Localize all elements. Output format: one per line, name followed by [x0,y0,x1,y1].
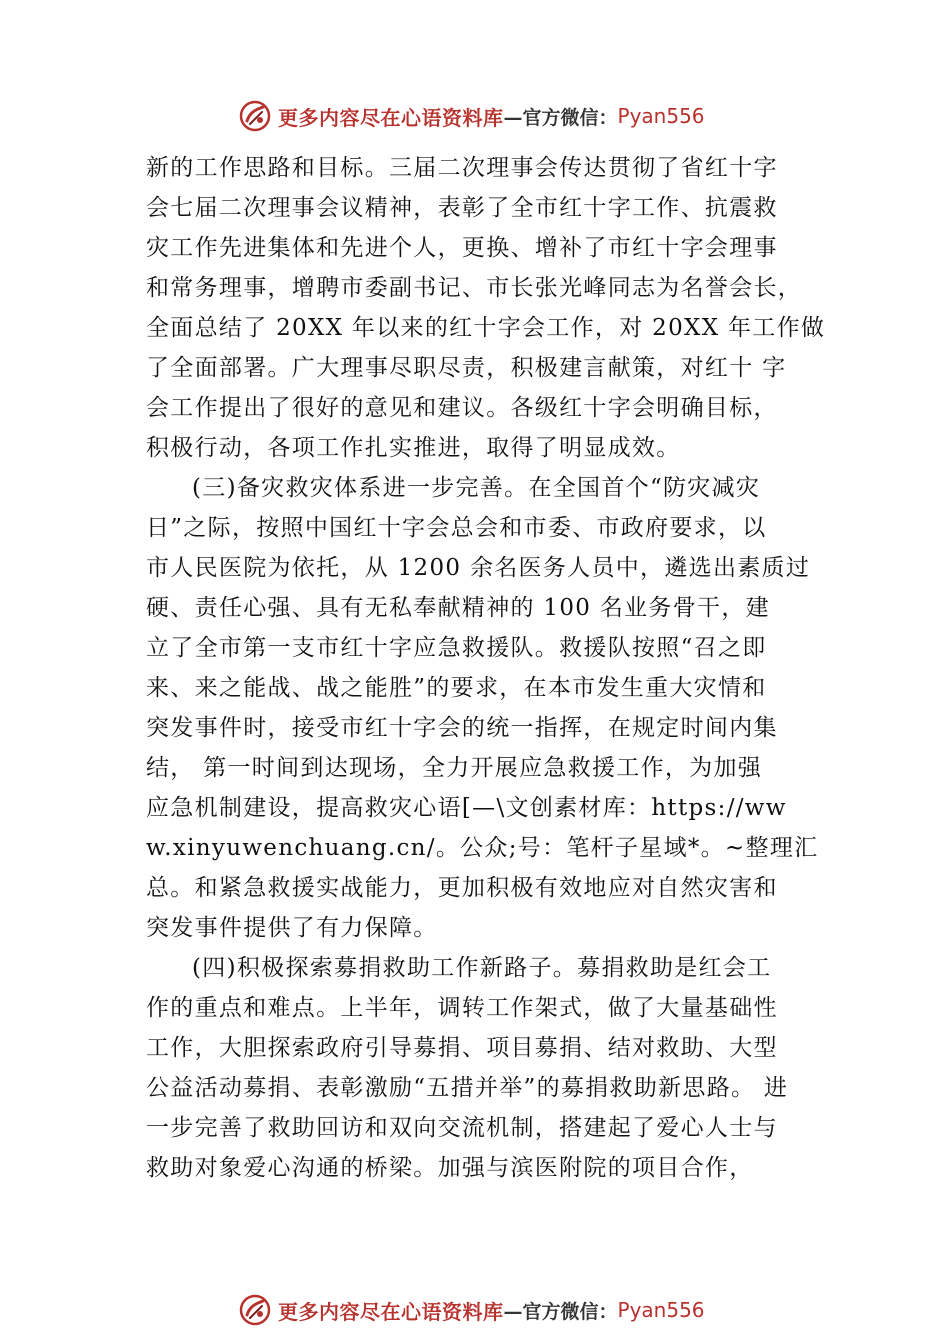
text-line: 和常务理事，增聘市委副书记、市长张光峰同志为名誉会长， [146,275,803,301]
text-line: 公益活动募捐、表彰激励“五措并举”的募捐救助新思路。 进 [146,1075,789,1101]
text-line: 日”之际，按照中国红十字会总会和市委、市政府要求，以 [146,515,767,541]
banner-wechat-label: —官方微信： [503,1300,618,1323]
paragraph-heading-4: (四)积极探索募捐救助工作新路子。募捐救助是红会工 [192,955,772,981]
banner-wechat-label: —官方微信： [503,106,618,129]
text-line: 灾工作先进集体和先进个人，更换、增补了市红十字会理事 [146,235,778,261]
banner-library-text: 更多内容尽在心语资料库 [278,1299,504,1324]
text-line: 应急机制建设，提高救灾心语[—\文创素材库：https://ww [146,795,787,821]
text-line: 立了全市第一支市红十字应急救援队。救援队按照“召之即 [146,635,767,661]
text-line: 一步完善了救助回访和双向交流机制，搭建起了爱心人士与 [146,1115,778,1141]
text-line: 突发事件时，接受市红十字会的统一指挥，在规定时间内集 [146,715,778,741]
text-line: 硬、责任心强、具有无私奉献精神的 100 名业务骨干，建 [146,595,770,621]
banner-library-text: 更多内容尽在心语资料库 [278,105,504,130]
banner-wechat-id: Pyan556 [617,104,705,128]
paragraph-heading-3: (三)备灾救灾体系进一步完善。在全国首个“防灾减灾 [192,475,761,501]
text-line: w.xinyuwenchuang.cn/。公众;号：笔杆子星域*。~整理汇 [146,835,819,861]
text-line: 会工作提出了很好的意见和建议。各级红十字会明确目标， [146,395,778,421]
text-line: 总。和紧急救援实战能力，更加积极有效地应对自然灾害和 [146,875,778,901]
banner-wechat-id: Pyan556 [617,1298,705,1322]
text-line: 结， 第一时间到达现场，全力开展应急救援工作，为加强 [146,755,763,781]
text-line: 会七届二次理事会议精神，表彰了全市红十字工作、抗震救 [146,195,778,221]
text-line: 了全面部署。广大理事尽职尽责，积极建言献策，对红十 字 [146,355,787,381]
footer-banner [238,1290,705,1330]
text-line: 积极行动，各项工作扎实推进，取得了明显成效。 [146,435,681,461]
header-banner [238,96,705,136]
xinyu-logo-icon [238,1293,272,1327]
text-line: 救助对象爱心沟通的桥梁。加强与滨医附院的项目合作， [146,1155,754,1181]
text-line: 来、来之能战、战之能胜”的要求，在本市发生重大灾情和 [146,675,767,701]
text-line: 作的重点和难点。上半年，调转工作架式，做了大量基础性 [146,995,778,1021]
text-line: 新的工作思路和目标。三届二次理事会传达贯彻了省红十字 [146,155,778,181]
text-line: 全面总结了 20XX 年以来的红十字会工作，对 20XX 年工作做 [146,315,826,341]
xinyu-logo-icon [238,99,272,133]
text-line: 工作，大胆探索政府引导募捐、项目募捐、结对救助、大型 [146,1035,778,1061]
text-line: 突发事件提供了有力保障。 [146,915,438,941]
text-line: 市人民医院为依托，从 1200 余名医务人员中，遴选出素质过 [146,555,811,581]
document-body [146,148,826,1188]
